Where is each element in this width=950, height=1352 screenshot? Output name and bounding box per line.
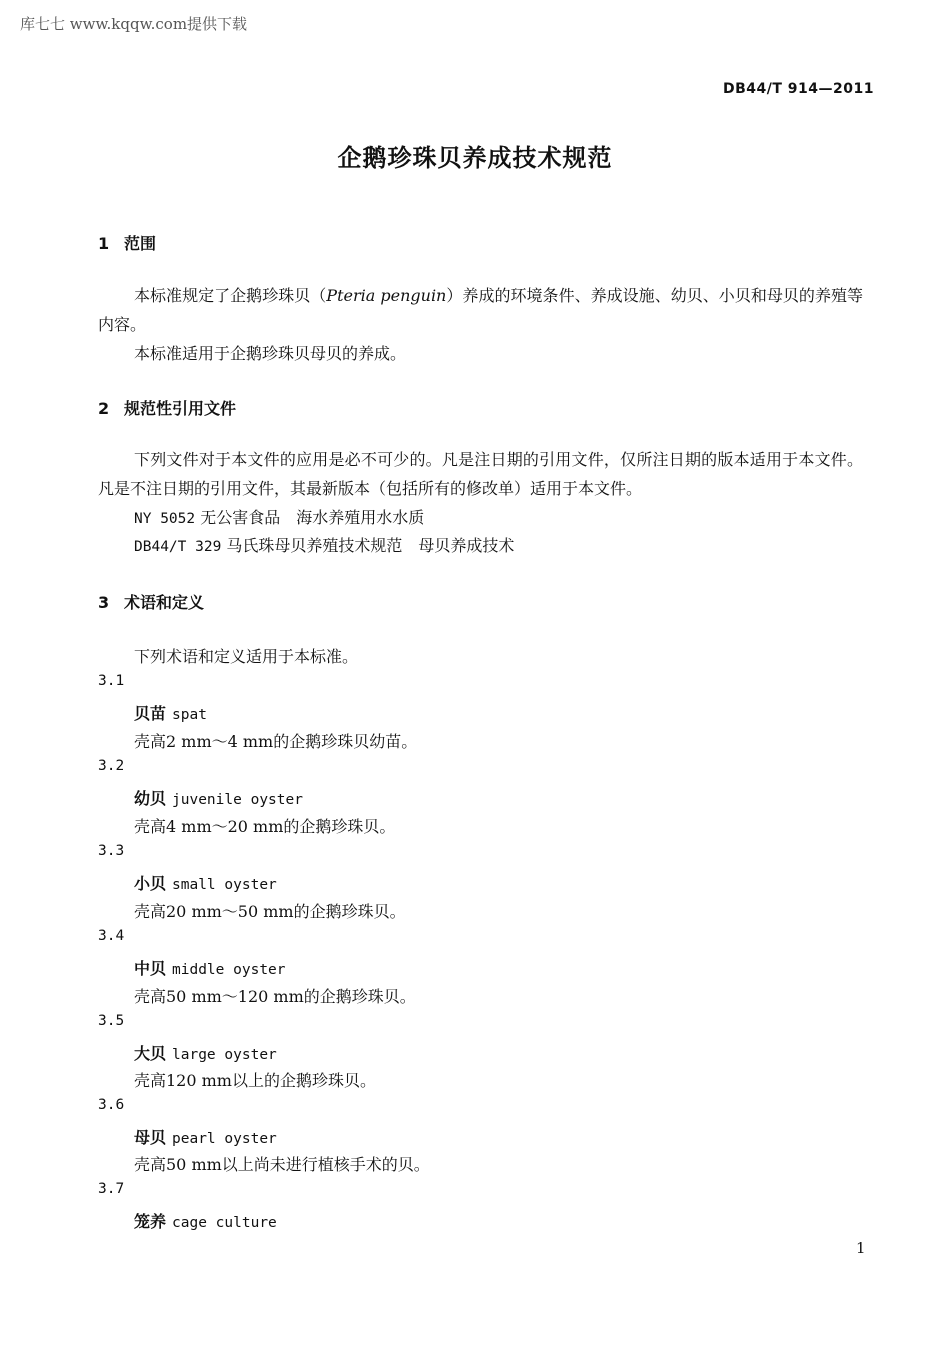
- reference-name: 无公害食品 海水养殖用水水质: [200, 508, 425, 527]
- term-number: 3.1: [98, 673, 125, 689]
- term-cn: 小贝: [134, 874, 167, 893]
- term-title: [134, 1209, 277, 1232]
- document-title: 企鹅珍珠贝养成技术规范: [337, 144, 613, 172]
- term-cn: 中贝: [134, 959, 167, 978]
- section-title: 术语和定义: [124, 593, 205, 612]
- term-title: [134, 1041, 277, 1064]
- term-title: [134, 786, 303, 809]
- page-number: 1: [856, 1239, 866, 1257]
- term-en: small oyster: [172, 877, 277, 893]
- term-number: 3.4: [98, 928, 125, 944]
- section-number: 2: [98, 399, 110, 418]
- term-en: cage culture: [172, 1215, 277, 1231]
- term-title: [134, 701, 207, 724]
- term-number: 3.6: [98, 1097, 125, 1113]
- term-title: [134, 1125, 277, 1148]
- term-en: middle oyster: [172, 962, 286, 978]
- term-cn: 母贝: [134, 1128, 167, 1147]
- term-number: 3.5: [98, 1013, 125, 1029]
- term-cn: 幼贝: [134, 789, 167, 808]
- section-2-paragraph: 下列文件对于本文件的应用是必不可少的。凡是注日期的引用文件，仅所注日期的版本适用于本文件。凡是不注日期的引用文件，其最新版本（包括所有的修改单）适用于本文件。: [98, 450, 863, 498]
- term-en: spat: [172, 707, 207, 723]
- term-en: pearl oyster: [172, 1131, 277, 1147]
- reference-code: NY 5052: [134, 511, 196, 527]
- term-cn: 笼养: [134, 1212, 167, 1231]
- section-title: 规范性引用文件: [124, 399, 237, 418]
- term-en: large oyster: [172, 1047, 277, 1063]
- reference-name: 马氏珠母贝养殖技术规范 母贝养成技术: [226, 536, 515, 555]
- section-number: 1: [98, 234, 110, 253]
- watermark-text: 库七七 www.kqqw.com提供下载: [20, 15, 248, 33]
- section-number: 3: [98, 593, 110, 612]
- latin-name: Pteria penguin: [326, 286, 447, 305]
- reference-item: [134, 533, 514, 556]
- section-1-paragraph: [98, 281, 863, 339]
- term-number: 3.7: [98, 1181, 125, 1197]
- section-3-intro: 下列术语和定义适用于本标准。: [134, 647, 359, 666]
- para-text: ）养成的环境条件、养成设施、幼贝、小贝和母贝的养殖等内容。: [98, 286, 863, 334]
- section-1-heading: [98, 231, 156, 254]
- term-definition: 壳高2 mm～4 mm的企鹅珍珠贝幼苗。: [134, 732, 418, 751]
- section-1-scope: 本标准适用于企鹅珍珠贝母贝的养成。: [134, 344, 407, 363]
- para-text: 本标准规定了企鹅珍珠贝（: [134, 286, 327, 305]
- term-title: [134, 956, 286, 979]
- term-definition: 壳高120 mm以上的企鹅珍珠贝。: [134, 1071, 376, 1090]
- term-definition: 壳高50 mm～120 mm的企鹅珍珠贝。: [134, 987, 416, 1006]
- reference-code: DB44/T 329: [134, 539, 222, 555]
- reference-item: [134, 505, 424, 528]
- term-cn: 大贝: [134, 1044, 167, 1063]
- term-definition: 壳高50 mm以上尚未进行植核手术的贝。: [134, 1155, 430, 1174]
- term-en: juvenile oyster: [172, 792, 303, 808]
- term-definition: 壳高4 mm～20 mm的企鹅珍珠贝。: [134, 817, 396, 836]
- term-title: [134, 871, 277, 894]
- section-3-heading: [98, 590, 204, 613]
- term-number: 3.3: [98, 843, 125, 859]
- term-number: 3.2: [98, 758, 125, 774]
- standard-code: DB44/T 914—2011: [723, 81, 874, 97]
- term-cn: 贝苗: [134, 704, 167, 723]
- section-2-heading: [98, 396, 236, 419]
- section-title: 范围: [124, 234, 157, 253]
- term-definition: 壳高20 mm～50 mm的企鹅珍珠贝。: [134, 902, 406, 921]
